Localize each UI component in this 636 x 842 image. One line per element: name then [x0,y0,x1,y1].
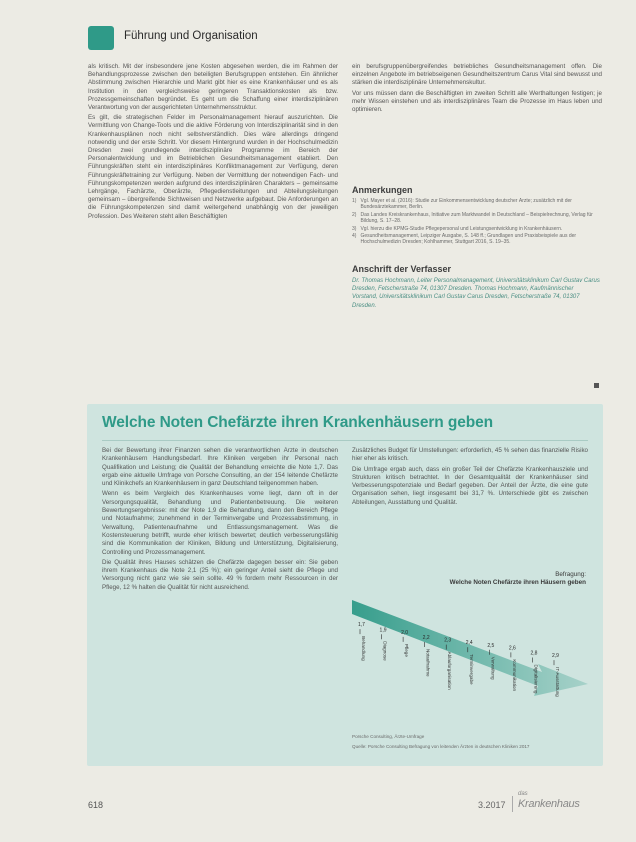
note-number: 1) [352,198,357,204]
end-mark [594,383,599,388]
category-label: Kommunikation [511,659,517,692]
box-right-column [352,447,588,561]
category-label: Behandlung [361,636,366,661]
note-text: Das Landes Kreiskrankenhaus, Initiative zum Marktwandel in Deutschland – Beispielrechnung, Verlag für Bildung, S. 17–28. [360,211,593,225]
note-item [352,226,600,232]
logo-prefix: das [518,791,528,797]
address-heading: Anschrift der Verfasser [352,264,452,274]
bar-value-label: 2,2 [422,635,430,642]
category-label: Diagnose [382,641,388,661]
bar-value-label: 2,3 [444,637,452,644]
bar-value-label: 2,8 [530,650,538,657]
bar-value-label: 2,4 [465,640,473,647]
chart-bars [358,622,560,697]
bar-value-label: 2,5 [487,642,495,649]
chart-caption-label: Befragung: [555,571,586,578]
paragraph: als kritisch. Mit der insbesondere jene Kosten abgesehen werden, die im Rahmen der Behandlungsprozesse zwischen den beteiligten Berufsgruppen entstehen. Ein ähnlicher Abstimmung zwischen Hierarchie und Markt gibt hier es eine Krankenhäuser und es als Institution in den vergleichsweise geringeren Transaktionskosten als bzw. Prozessgemeinschaften begründet. Es geht um die Schaffung einer interdisziplinären Verantwortung von der ausgerichteten Unternehmensstruktur. [88,63,338,112]
chart-title: Welche Noten Chefärzte ihren Häusern geben [449,579,586,587]
grades-chart [352,592,592,732]
box-title: Welche Noten Chefärzte ihren Krankenhäusern geben [102,414,494,431]
note-text: Vgl. Mayer et al. (2016): Studie zur Einkommensentwicklung deutscher Ärzte; zusätzlich mit der Bundesärztekammer, Berlin. [360,198,572,211]
footer-divider [512,796,513,812]
note-item [352,212,600,225]
category-label: Ablauforganisation [447,651,453,690]
category-label: Pflege [404,643,410,657]
notes-heading: Anmerkungen [352,185,413,195]
article-left-column [88,63,338,389]
note-number: 3) [352,225,357,232]
paragraph: Bei der Bewertung ihrer Finanzen sehen die verantwortlichen Ärzte in deutschen Krankenhäusern Handlungsbedarf. Ihre Kliniken vergeben ihr Personal nach Qualifikation und Leistung; die Qualität der Behandlung erreichte die Note 1,7. Das ergab eine aktuelle Umfrage von Porsche Consulting, an der 154 leitende Chefärzte und Klinikchefs an Krankenhäusern in ganz Deutschland teilgenommen haben. [102,447,338,488]
page-number: 618 [88,800,104,810]
note-item [352,233,600,246]
author-address: Dr. Thomas Hochmann, Leiter Personalmanagement, Universitätsklinikum Carl Gustav Carus Dresden, Fetscherstraße 74, 01307 Dresden. Thomas Hochmann, Kaufmännischer Vorstand, Universitätsklinikum Carl Gustav Carus Dresden, Fetscherstraße 74, 01307 Dresden. [352,278,600,309]
box-left-column [102,447,338,757]
note-number: 4) [352,233,357,240]
paragraph: Es gilt, die strategischen Felder im Personalmanagement hierauf auszurichten. Die Vermittlung von Change-Tools und die aktive Förderung von Interdisziplinarität sind in den Krankenhausplänen noch nicht selbstverständlich. Dies wäre allerdings dringend notwendig und der erste Schritt. Vor diesem Hintergrund wurden in der Hochschulmedizin Dresden zwei grundlegende interdisziplinäre Programme im Bereich der Personalentwicklung und im Betrieblichen Gesundheitsmanagement etabliert. Den Führungskräften steht ein interdisziplinäres Konfliktmanagement zur Verfügung, deren Führungskräftetraining zur Verfügung. Neben der Vermittlung der notwendigen Fach- und Führungskompetenzen werden aufgrund des interdisziplinären Charakters – gemeinsame Lehrgänge, Fachärzte, Oberärzte, Pflegedienstleitungen und Abteilungsleitungen gemeinsam – übergreifende Sichtweisen und Netzwerke aufgebaut. Die Anforderungen an die Führungskompetenzen sind damit weitergehend unabhängig von der jeweiligen Profession. Des Weiteren steht allen Beschäftigten [88,114,338,220]
paragraph: Zusätzliches Budget für Umstellungen: erforderlich, 45 % sehen das finanzielle Risiko hier eher als kritisch. [352,447,588,463]
article-right-column [352,63,602,171]
bar-value-label: 2,6 [508,645,516,652]
note-text: Gesundheitsmanagement, Leipziger Ausgabe, S. 148 ff.; Grundlagen und Praxisbeispiele aus der Hochschulmedizin Dresden; Kohlhammer, Stuttgart 2016, S. 19–35. [360,233,577,246]
note-text: Vgl. hierzu die KPMG-Studie Pflegepersonal und Leistungsentwicklung in Krankenhäusern. [360,225,563,232]
bar-value-label: 1,9 [379,627,387,634]
bar-value-label: 2,9 [552,653,559,660]
bar-value-label: 2,0 [401,629,409,636]
chart-footnote: Porsche Consulting, Ärzte-Umfrage [352,734,425,739]
category-label: Digitalisierung [533,664,539,694]
section-title: Führung und Organisation [124,30,258,42]
category-label: Verwaltung [490,656,496,680]
note-number: 2) [352,211,357,218]
paragraph: Wenn es beim Vergleich des Krankenhauses vorne liegt, dann oft in der Versorgungsqualität, Behandlung und Patientenbetreuung. Die weiteren Bewertungsergebnisse: mit der Note 1,9 die Behandlung, dann den Bereich Pflege und Notaufnahme; zunehmend in der Terminvergabe und Prozessabstimmung, in Verwaltung, Patientenaufnahme und Entlassungsmanagement. Was die Kostensteuerung betrifft, wurde eher kritisch bewertet; deutlich verbesserungsfähig sind die Kommunikation der Kliniken, Bildung und Unterstützung, Digitalisierung, Controlling und Prozessmanagement. [102,490,338,556]
box-divider [102,440,588,441]
section-badge [88,26,114,50]
category-label: Notaufnahme [425,649,431,677]
chart-caption [450,571,586,587]
logo-name: Krankenhaus [518,798,580,810]
chart-source: Quelle: Porsche Consulting Befragung von leitenden Ärzten in deutschen Kliniken 2017 [352,744,530,749]
notes-list [352,198,600,258]
category-label: IT-Ausstattung [555,667,560,697]
magazine-logo [518,791,588,813]
paragraph: Die Umfrage ergab auch, dass ein großer Teil der Chefärzte Krankenhausziele und Strukturen kritisch betrachtet. In der Gesamtqualität der Krankenhäuser sind Verbesserungspotenziale und Bedarf gegeben. Der Anteil der Ärzte, die eine gute Organisation sehen, liegt insgesamt bei 31,7 %. Unterschiede gibt es zwischen Abteilungen, Ausstattung und Qualität. [352,465,588,506]
paragraph: ein berufsgruppenübergreifendes betriebliches Gesundheitsmanagement offen. Die einzelnen Angebote im betriebseigenen Gesundheitszentrum Carus Vital sind bewusst und stärken die interdisziplinäre Unternehmenskultur. [352,63,602,87]
paragraph: Vor uns müssen dann die Beschäftigten im zweiten Schritt alle Werthaltungen festigen; je mehr Wissen einstehen und als interdisziplinäres Team die Prozesse im Haus leben und optimieren. [352,89,602,114]
category-label: Terminvergabe [468,654,474,685]
paragraph: Die Qualität ihres Hauses schätzen die Chefärzte dagegen besser ein: Sie geben ihrem Krankenhaus die Note 2,1 (25 %); ein geringer Anteil sieht die Pflege und Versorgung nicht ganz wie sie sein sollte. 49 % fordern mehr Ressourcen in der Pflege, 12 % halten die Qualität für nicht ausreichend. [102,558,338,591]
issue-label: 3.2017 [478,800,506,810]
bar-value-label: 1,7 [358,622,365,629]
note-item [352,198,600,211]
